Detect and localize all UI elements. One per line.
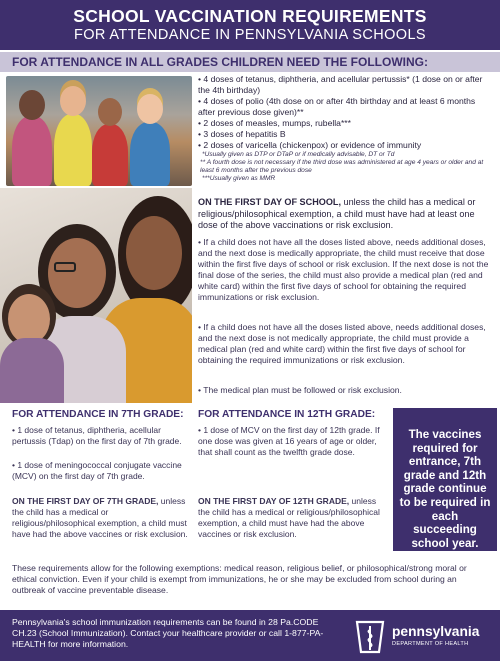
logo-subtitle: DEPARTMENT OF HEALTH (392, 641, 469, 647)
child-figure (130, 122, 170, 186)
footnote: *Usually given as DTP or DTaP or if medically advisable, DT or Td (202, 151, 395, 158)
child-figure (54, 114, 92, 186)
footnote: ** A fourth dose is not necessary if the third dose was administered at age 4 years or older and at least 6 months after the previous dose (200, 159, 484, 174)
grade12-first-day-lead: ON THE FIRST DAY OF 12TH GRADE, (198, 496, 350, 506)
grade7-first-day-text: unless the child has a medical or religious/philosophical exemption, a child must have had the above vaccines or risk exclusion. (12, 496, 188, 539)
first-day-lead: ON THE FIRST DAY OF SCHOOL, (198, 197, 341, 207)
grade7-heading: FOR ATTENDANCE IN 7TH GRADE: (12, 409, 184, 420)
list-item: • 4 doses of polio (4th dose on or after 4th birthday and at least 6 months after previous dose given)** (198, 96, 476, 117)
list-item: • 3 doses of hepatitis B (198, 129, 286, 139)
grade7-item: • 1 dose of tetanus, diphtheria, acellular pertussis (Tdap) on the first day of 7th grade. (12, 425, 182, 446)
list-item: • 4 doses of tetanus, diphtheria, and acellular pertussis* (1 dose on or after the 4th birthday) (198, 74, 483, 95)
grade12-heading: FOR ATTENDANCE IN 12TH GRADE: (198, 409, 376, 420)
child-figure (12, 116, 52, 186)
teen-face (48, 238, 106, 308)
bullet-paragraph: • If a child does not have all the doses listed above, needs additional doses, and the next dose is not medically appropriate, the child must provide a medical plan (red and white card) within the first five days of school for obtaining the required immunizations or risk exclusion. (198, 322, 486, 365)
child-figure (92, 124, 128, 186)
footer-text: Pennsylvania's school immunization requirements can be found in 28 Pa.CODE CH.23 (School Immunization). Contact your healthcare provider or call 1-877-PA-HEALTH for more information. (12, 617, 324, 649)
grade12-first-day (198, 496, 386, 540)
logo-wordmark: pennsylvania (392, 624, 480, 639)
footer (0, 610, 500, 661)
children-photo (6, 76, 192, 186)
all-grades-list (198, 74, 494, 183)
teen-face (8, 294, 50, 344)
pa-health-logo (354, 620, 494, 654)
bullet-paragraph: • The medical plan must be followed or risk exclusion. (198, 385, 402, 395)
continuing-requirements-callout: The vaccines required for entrance, 7th grade and 12th grade continue to be required in each succeeding school year. (393, 408, 497, 551)
list-item: • 2 doses of measles, mumps, rubella*** (198, 118, 351, 128)
header-banner (0, 0, 500, 50)
grade7-first-day-lead: ON THE FIRST DAY OF 7TH GRADE, (12, 496, 159, 506)
teens-photo (0, 188, 192, 403)
keystone-icon (354, 620, 386, 654)
page-subtitle: FOR ATTENDANCE IN PENNSYLVANIA SCHOOLS (74, 27, 426, 43)
page-title: SCHOOL VACCINATION REQUIREMENTS (73, 6, 427, 26)
grade7-first-day (12, 496, 188, 540)
teen-face (126, 216, 182, 290)
first-day-text: unless the child has a medical or religious/philosophical exemption, a child must have had at least one dose of the above vaccinations or risk exclusion. (198, 197, 476, 230)
all-grades-band (0, 52, 500, 72)
bullet-paragraph: • If a child does not have all the doses listed above, needs additional doses, and the next dose is medically appropriate, the child must receive that dose within the first five days of school or risk exclusion. If the next dose is not the final dose of the series, the child must also provide a medical plan (red and white card) within the first five days of school for obtaining the required immunizations or risk exclusion. (198, 237, 489, 302)
teen-shirt (0, 338, 64, 403)
exemptions-paragraph: These requirements allow for the following exemptions: medical reason, religious belief, or philosophical/strong moral or ethical conviction. Even if your child is exempt from immunizations, he or she may be excluded from school during an outbreak of vaccine preventable disease. (12, 563, 467, 595)
footnote: ***Usually given as MMR (202, 175, 276, 182)
list-item: • 2 doses of varicella (chickenpox) or evidence of immunity (198, 140, 422, 150)
grade7-item: • 1 dose of meningococcal conjugate vaccine (MCV) on the first day of 7th grade. (12, 460, 182, 481)
grade12-first-day-text: unless the child has a medical or religious/philosophical exemption, a child must have had the above vaccines or risk exclusion. (198, 496, 380, 539)
grade12-item: • 1 dose of MCV on the first day of 12th grade. If one dose was given at 16 years of age or older, that shall count as the twelfth grade dose. (198, 425, 380, 457)
all-grades-heading: FOR ATTENDANCE IN ALL GRADES CHILDREN NEED THE FOLLOWING: (12, 55, 428, 69)
first-day-paragraph (198, 197, 496, 232)
